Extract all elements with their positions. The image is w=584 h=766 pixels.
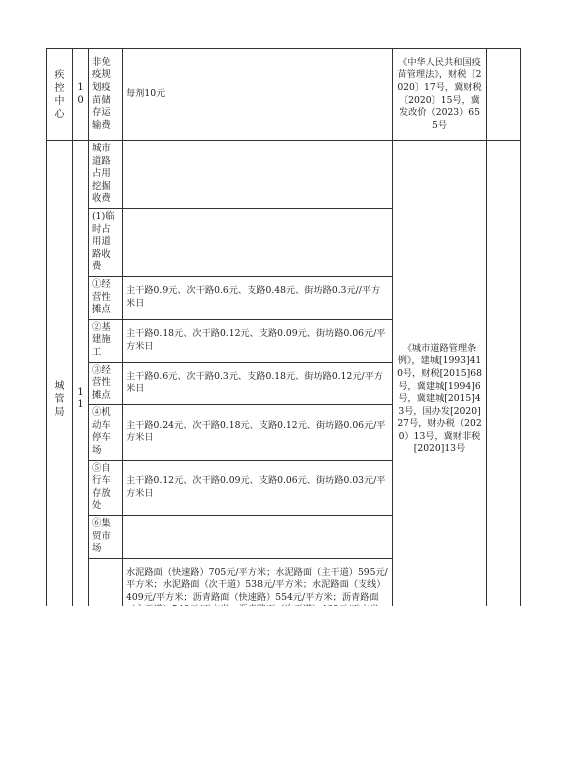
page-bottom-margin bbox=[0, 606, 584, 766]
fee-item-name: 非免疫规划疫苗储存运输费 bbox=[89, 49, 123, 141]
policy-basis: 《中华人民共和国疫苗管理法》，财税〔2020〕17号，冀财税〔2020〕15号，冀发改价（2023）655号 bbox=[393, 49, 487, 141]
fee-item-name: ④机动车停车场 bbox=[89, 405, 123, 460]
fee-item-name: ①经营性摊点 bbox=[89, 276, 123, 319]
fee-standard: 水泥路面（快速路）705元/平方米；水泥路面（主干道）595元/平方米；水泥路面（次干道）538元/平方米；水泥路面（支线）409元/平方米；沥青路面（快速路）554元/平方米；沥青路面 bbox=[123, 558, 393, 658]
fee-standard bbox=[123, 208, 393, 276]
table-row bbox=[47, 141, 521, 209]
fee-standard bbox=[123, 516, 393, 559]
dept-cell: 城管局 bbox=[47, 141, 73, 659]
fee-standard: 主干路0.6元、次干路0.3元、支路0.18元、街坊路0.12元/平方米日 bbox=[123, 362, 393, 405]
policy-basis: 《城市道路管理条例》，建城[1993]410号，财税[2015]68号，冀建城[1994]6号，冀建城[2015]43号，国办发[2020]27号，财办税（2020）13号，冀财非税[2020]13号 bbox=[393, 141, 487, 659]
fee-item-name: ②基建施工 bbox=[89, 319, 123, 362]
fee-item-name: ⑤自行车存放处 bbox=[89, 460, 123, 515]
fee-standard bbox=[123, 141, 393, 209]
row-number: 10 bbox=[73, 49, 89, 141]
fee-item-name: ③经营性摊点 bbox=[89, 362, 123, 405]
row-number: 11 bbox=[73, 141, 89, 659]
fee-standard: 每剂10元 bbox=[123, 49, 393, 141]
fee-item-name: 城市道路占用挖掘收费 bbox=[89, 141, 123, 209]
remarks-cell bbox=[487, 141, 521, 659]
fee-item-name: (1)临时占用道路收费 bbox=[89, 208, 123, 276]
table-row bbox=[47, 49, 521, 141]
fee-standard: 主干路0.9元、次干路0.6元、支路0.48元、街坊路0.3元//平方米日 bbox=[123, 276, 393, 319]
fee-standard: 主干路0.18元、次干路0.12元、支路0.09元、街坊路0.06元/平方米日 bbox=[123, 319, 393, 362]
fee-standard: 主干路0.24元、次干路0.18元、支路0.12元、街坊路0.06元/平方米日 bbox=[123, 405, 393, 460]
fee-item-name: ⑥集贸市场 bbox=[89, 516, 123, 559]
dept-cell: 疾控中心 bbox=[47, 49, 73, 141]
fee-standard: 主干路0.12元、次干路0.09元、支路0.06元、街坊路0.03元/平方米日 bbox=[123, 460, 393, 515]
fee-table bbox=[46, 48, 521, 659]
remarks-cell bbox=[487, 49, 521, 141]
